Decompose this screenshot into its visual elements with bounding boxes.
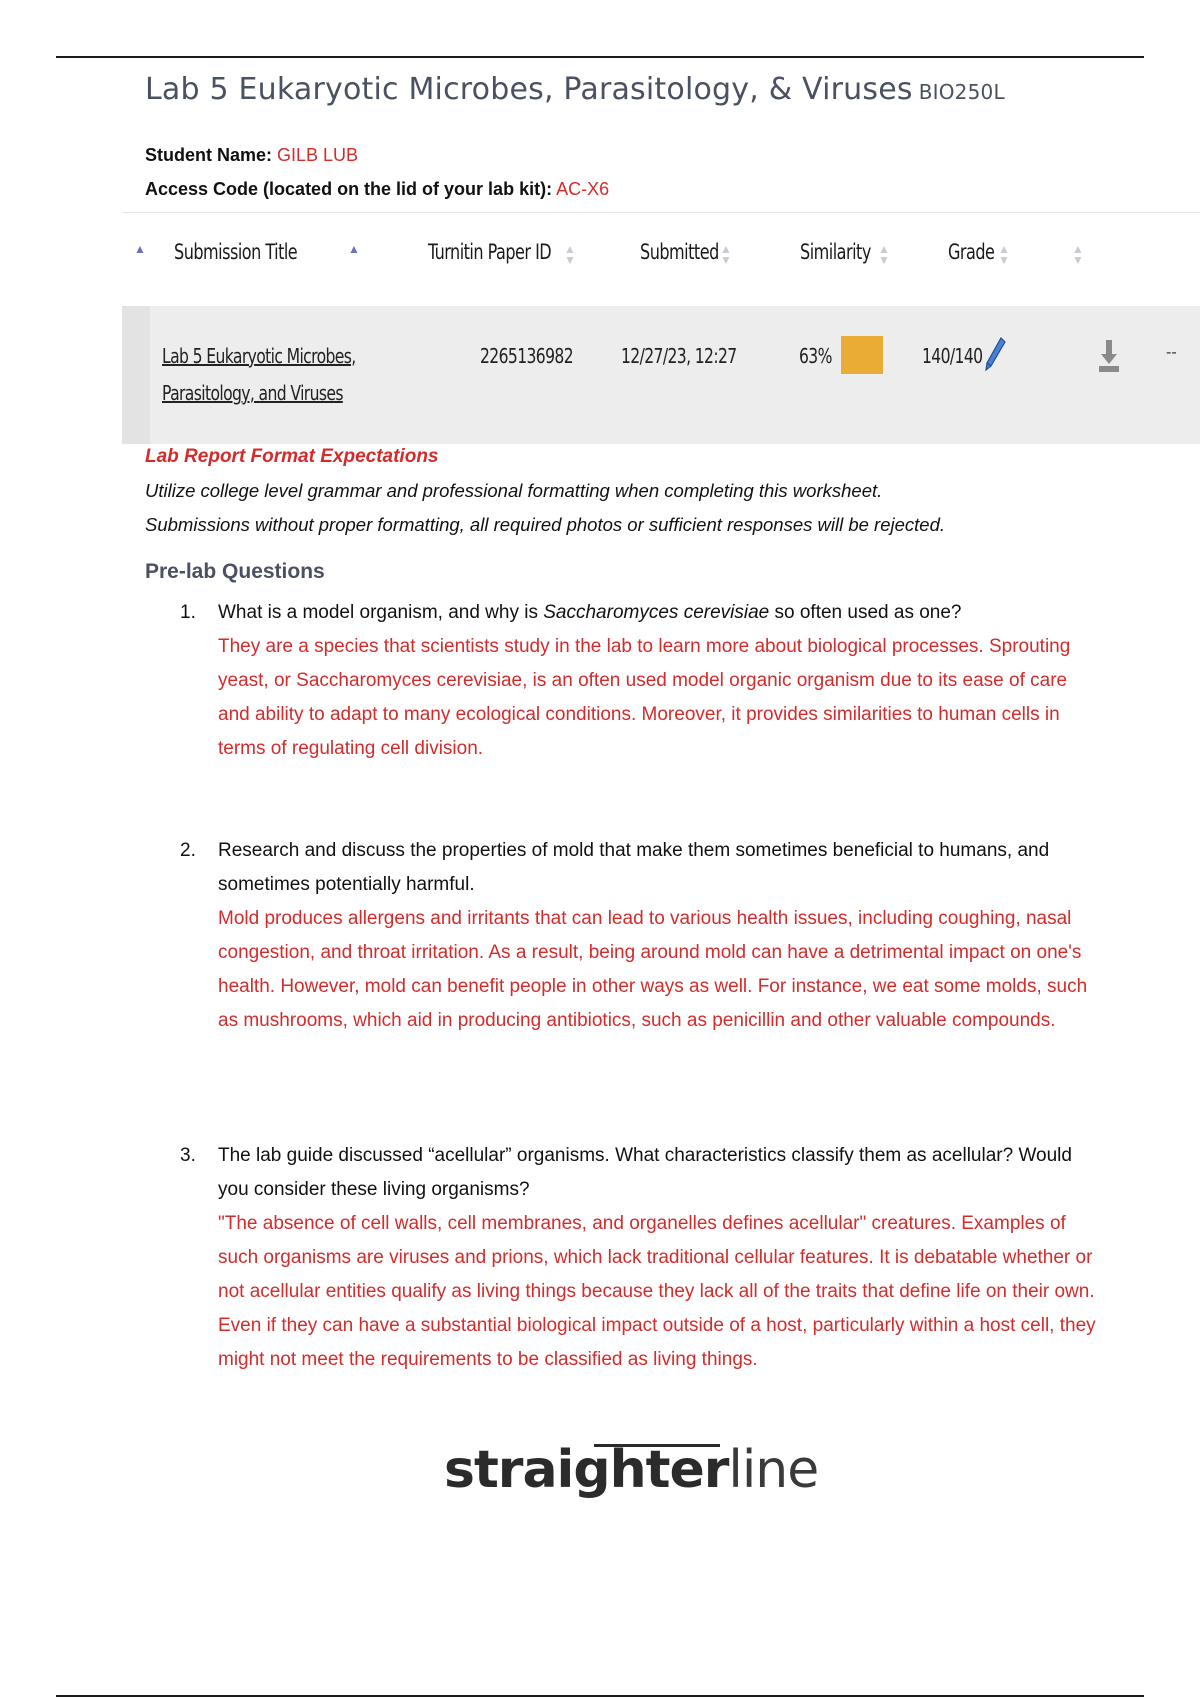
page-title: Lab 5 Eukaryotic Microbes, Parasitology, & Viruses BIO250L xyxy=(145,72,1005,107)
question-item xyxy=(180,834,1100,1038)
student-name-line xyxy=(145,145,358,166)
submitted-date: 12/27/23, 12:27 xyxy=(621,344,737,368)
pencil-icon[interactable] xyxy=(984,336,1006,377)
sort-arrow-icon[interactable]: ▲ xyxy=(134,242,146,256)
sort-arrows-icon[interactable]: ▲ ▼ xyxy=(1072,242,1084,267)
student-name-label: Student Name: xyxy=(145,145,273,165)
format-expectations-title: Lab Report Format Expectations xyxy=(145,446,439,467)
sort-arrows-icon[interactable]: ▲ ▼ xyxy=(998,242,1010,267)
column-header-submitted[interactable]: Submitted xyxy=(640,240,719,264)
download-icon[interactable] xyxy=(1096,338,1122,379)
answer-text: They are a species that scientists study in the lab to learn more about biological processes. Sprouting yeast, or Saccharomyces cerevisiae, is an often used model organic organism due to its ease of care and ability to adapt to many ecological conditions. Moreover, it provides similarities to human cells in terms of regulating cell division. xyxy=(218,636,1071,759)
sort-arrow-icon[interactable]: ▲ xyxy=(348,242,360,256)
similarity-score[interactable]: 63% xyxy=(799,344,832,368)
similarity-color-badge[interactable] xyxy=(841,336,883,374)
prelab-heading: Pre-lab Questions xyxy=(145,560,325,583)
info-divider xyxy=(122,212,1200,213)
submission-table-header xyxy=(122,240,1200,290)
question-text: The lab guide discussed “acellular” organisms. What characteristics classify them as acellular? Would you consider these living organisms? xyxy=(218,1145,1072,1200)
straighterline-logo: straighterline xyxy=(444,1440,819,1500)
answer-text: Mold produces allergens and irritants that can lead to various health issues, including coughing, nasal congestion, and throat irritation. As a result, being around mold can have a detrimental impact on one's health. However, mold can benefit people in other ways as well. For instance, we eat some molds, such as mushrooms, which aid in producing antibiotics, such as penicillin and other valuable compounds. xyxy=(218,908,1088,1031)
question-item xyxy=(180,1139,1100,1377)
column-header-grade[interactable]: Grade xyxy=(948,240,995,264)
answer-text: "The absence of cell walls, cell membranes, and organelles defines acellular" creatures. Examples of such organisms are viruses and prions, which lack traditional cellular features. It is debatable whether or not acellular entities qualify as living things because they lack all of the traits that define life on their own. Even if they can have a substantial biological impact outside of a host, particularly within a host cell, they might not meet the requirements to be classified as living things. xyxy=(218,1213,1096,1370)
question-text: Research and discuss the properties of mold that make them sometimes beneficial to humans, and sometimes potentially harmful. xyxy=(218,840,1050,895)
question-number: 2. xyxy=(180,840,196,861)
top-rule xyxy=(56,56,1144,58)
row-stripe xyxy=(122,306,150,444)
column-header-submission-title[interactable]: Submission Title xyxy=(174,240,298,264)
question-text: What is a model organism, and why is Saccharomyces cerevisiae so often used as one? xyxy=(218,602,962,623)
student-name-value: GILB LUB xyxy=(277,145,359,165)
access-code-line xyxy=(145,179,609,200)
question-number: 1. xyxy=(180,602,196,623)
format-expectations-line: Submissions without proper formatting, all required photos or sufficient responses will be rejected. xyxy=(145,514,946,535)
column-header-paper-id[interactable]: Turnitin Paper ID xyxy=(428,240,552,264)
question-number: 3. xyxy=(180,1145,196,1166)
course-code: BIO250L xyxy=(918,80,1005,104)
grade-value: 140/140 xyxy=(922,344,983,368)
format-expectations-line: Utilize college level grammar and professional formatting when completing this worksheet. xyxy=(145,480,883,501)
column-header-similarity[interactable]: Similarity xyxy=(800,240,871,264)
bottom-rule xyxy=(56,1695,1144,1697)
sort-arrows-icon[interactable]: ▲ ▼ xyxy=(878,242,890,267)
question-item xyxy=(180,596,1100,766)
access-code-label: Access Code (located on the lid of your lab kit): xyxy=(145,179,553,199)
table-row xyxy=(122,306,1200,444)
paper-id: 2265136982 xyxy=(480,344,574,368)
sort-arrows-icon[interactable]: ▲ ▼ xyxy=(564,242,576,267)
access-code-value: AC-X6 xyxy=(556,179,610,199)
more-options[interactable]: -- xyxy=(1166,344,1177,361)
submission-title-link[interactable]: Lab 5 Eukaryotic Microbes, Parasitology, and Viruses xyxy=(162,344,356,405)
sort-arrows-icon[interactable]: ▲ ▼ xyxy=(720,242,732,267)
